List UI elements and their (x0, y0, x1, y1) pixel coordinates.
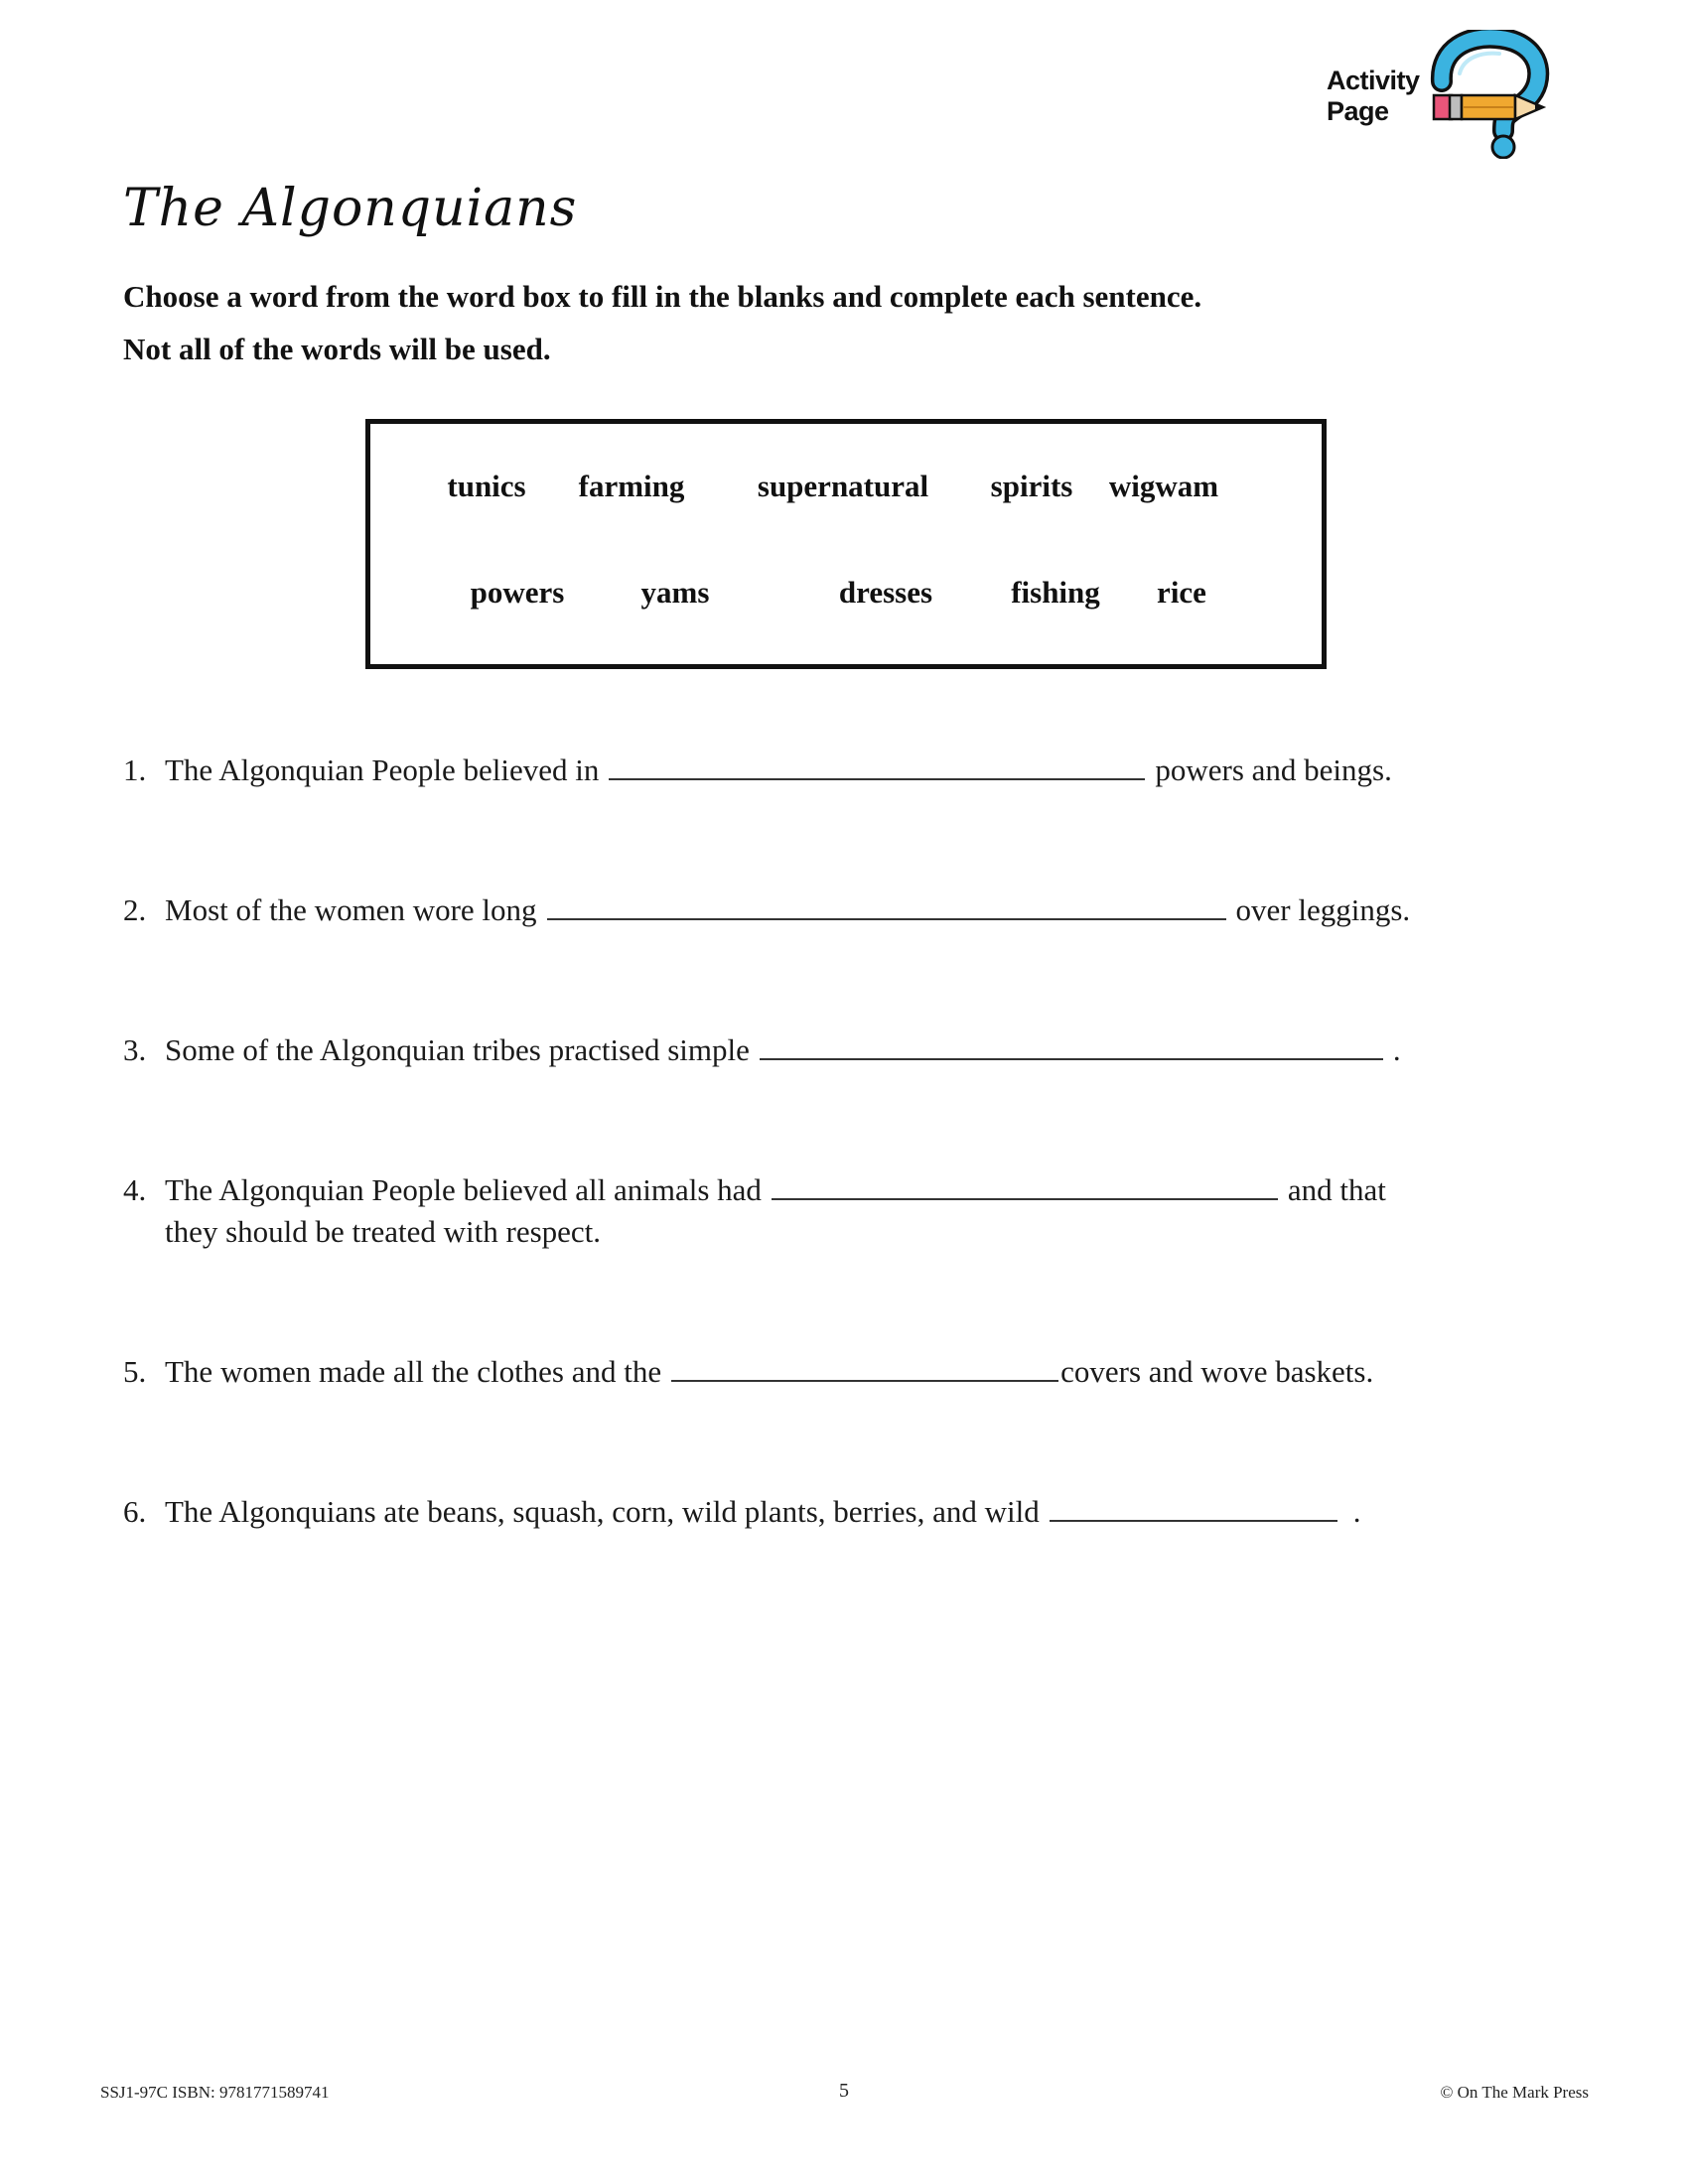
question-number: 1. (123, 752, 147, 787)
question-mark-pencil-icon (1420, 30, 1559, 159)
word-tunics: tunics (447, 469, 526, 503)
question-text-after: and that (1287, 1172, 1386, 1207)
question-number: 5. (123, 1354, 147, 1389)
footer-copyright: © On The Mark Press (1440, 2083, 1589, 2102)
question-text-before: The Algonquians ate beans, squash, corn, wild plants, berries, and wild (165, 1494, 1040, 1529)
question-text-after: . (1352, 1494, 1361, 1529)
question-4 (123, 1168, 1474, 1253)
question-text-after: over leggings. (1235, 892, 1411, 927)
footer-code: SSJ1-97C ISBN: 9781771589741 (100, 2083, 330, 2102)
word-powers: powers (470, 575, 565, 610)
question-text-after: covers and wove baskets. (1060, 1354, 1374, 1389)
question-number: 4. (123, 1172, 147, 1207)
badge-line-1: Activity (1327, 66, 1420, 95)
word-box (365, 419, 1327, 669)
answer-blank-6[interactable] (1050, 1490, 1337, 1522)
question-3 (123, 1028, 1474, 1071)
question-number: 6. (123, 1494, 147, 1529)
page-title: The Algonquians (123, 179, 578, 238)
answer-blank-2[interactable] (547, 888, 1226, 920)
activity-page-badge (1321, 30, 1559, 159)
question-number: 3. (123, 1032, 147, 1067)
word-spirits: spirits (990, 469, 1073, 503)
question-5 (123, 1350, 1474, 1393)
question-text-before: Most of the women wore long (165, 892, 537, 927)
question-1 (123, 749, 1474, 791)
footer-page-number: 5 (839, 2080, 849, 2102)
word-rice: rice (1157, 575, 1206, 610)
badge-line-2: Page (1327, 96, 1389, 126)
question-2 (123, 888, 1474, 931)
instruction-line-1: Choose a word from the word box to fill in the blanks and complete each sentence. (123, 279, 1202, 314)
question-text-before: The Algonquian People believed in (165, 752, 600, 787)
answer-blank-1[interactable] (609, 749, 1145, 780)
question-text-before: The women made all the clothes and the (165, 1354, 662, 1389)
activity-page-label (1327, 66, 1420, 127)
word-fishing: fishing (1011, 575, 1100, 610)
word-supernatural: supernatural (757, 469, 929, 503)
word-dresses: dresses (838, 575, 933, 610)
answer-blank-5[interactable] (671, 1350, 1058, 1382)
word-farming: farming (578, 469, 685, 503)
question-text-before: The Algonquian People believed all animals had (165, 1172, 762, 1207)
question-6 (123, 1490, 1474, 1533)
question-text-after: . (1392, 1032, 1401, 1067)
answer-blank-4[interactable] (772, 1168, 1278, 1200)
question-continuation: they should be treated with respect. (165, 1214, 602, 1249)
answer-blank-3[interactable] (760, 1028, 1383, 1060)
word-yams: yams (640, 575, 710, 610)
question-text-before: Some of the Algonquian tribes practised simple (165, 1032, 750, 1067)
question-number: 2. (123, 892, 147, 927)
instruction-line-2: Not all of the words will be used. (123, 332, 551, 366)
instructions (123, 270, 1201, 375)
question-text-after: powers and beings. (1155, 752, 1392, 787)
word-wigwam: wigwam (1108, 469, 1219, 503)
